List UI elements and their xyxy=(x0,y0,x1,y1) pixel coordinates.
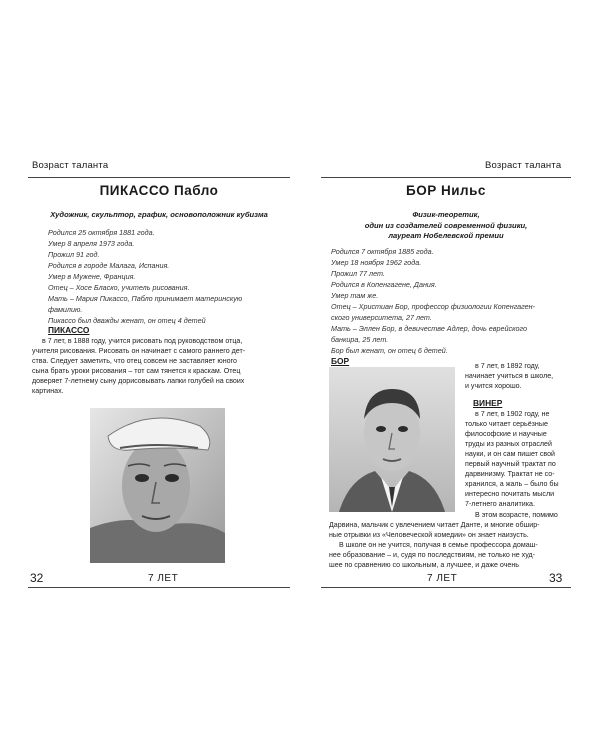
footer-rule xyxy=(321,587,571,588)
text-line: Дарвина, мальчик с увлечением читает Данте, и многие обшир- xyxy=(329,521,540,529)
bio-line: банкира, 25 лет. xyxy=(331,335,389,344)
text-line: В школе он не учится, получая в семье профессора домаш- xyxy=(339,541,538,549)
bio-line: Бор был женат, он отец 6 детей. xyxy=(331,346,448,355)
text-line: нее образование – и, судя по последствиям, не только не худ- xyxy=(329,551,536,559)
subtitle-line: лауреат Нобелевской премии xyxy=(388,231,504,240)
footer-label: 7 ЛЕТ xyxy=(148,573,179,584)
bio-line: Родился в Копенгагене, Дания. xyxy=(331,280,437,289)
running-head: Возраст таланта xyxy=(32,160,109,171)
section-heading-bor: БОР xyxy=(331,356,350,366)
footer-rule xyxy=(28,587,290,588)
text-line: ные отрывки из «Человеческой комедии» он знает наизусть. xyxy=(329,531,529,539)
bio-line: Родился 7 октября 1885 года. xyxy=(331,247,434,256)
header-rule xyxy=(321,177,571,178)
text-line: В этом возрасте, помимо xyxy=(475,511,558,519)
section-heading-wiener: ВИНЕР xyxy=(473,398,503,408)
bio-line: Умер 18 ноября 1962 года. xyxy=(331,258,422,267)
text-line: дарвинизму. Трактат не со- xyxy=(465,470,555,478)
subtitle-line: Физик-теоретик, xyxy=(412,210,480,219)
text-line: 7-летнего аналитика. xyxy=(465,500,535,508)
text-line: науки, и он сам пишет свой xyxy=(465,450,556,458)
text-line: шее по сравнению со школьным, а лучшее, и даже очень xyxy=(329,561,519,569)
bio-line: Родился в городе Малага, Испания. xyxy=(48,261,170,270)
bio-block xyxy=(48,227,242,326)
text-line: учителя рисования. Рисовать он начинает с самого раннего дет- xyxy=(32,347,246,355)
bio-line: ского университета, 27 лет. xyxy=(331,313,432,322)
text-line: в 7 лет, в 1892 году, xyxy=(475,362,540,370)
text-line: в 7 лет, в 1902 году, не xyxy=(475,410,550,418)
page-number: 33 xyxy=(549,571,563,585)
text-line: доверяет 7-летнему сыну дорисовывать лапки голубей на своих xyxy=(32,377,245,385)
page-title: ПИКАССО Пабло xyxy=(99,183,219,198)
text-line: сына брать уроки рисования – тот сам тянется к краскам. Отец xyxy=(32,367,241,375)
bio-line: Прожил 91 год. xyxy=(48,250,100,259)
text-line: картинах. xyxy=(32,387,64,395)
portrait-photo xyxy=(90,408,225,563)
right-page xyxy=(321,160,571,590)
portrait-illustration xyxy=(90,408,225,563)
text-line: в 7 лет, в 1888 году, учится рисовать под руководством отца, xyxy=(42,337,243,345)
portrait-photo xyxy=(329,367,455,512)
bio-line: Мать – Эллен Бор, в девичестве Адлер, дочь еврейского xyxy=(331,324,527,333)
bio-line: Прожил 77 лет. xyxy=(331,269,385,278)
bio-line: Умер 8 апреля 1973 года. xyxy=(48,239,135,248)
bor-text xyxy=(465,361,571,391)
bio-block xyxy=(331,246,535,356)
text-line: ства. Следует заметить, что отец совсем не заставляет юного xyxy=(32,357,237,365)
page-title: БОР Нильс xyxy=(406,183,486,198)
text-line: интересно почитать мысли xyxy=(465,490,555,498)
bio-line: Отец – Хосе Бласко, учитель рисования. xyxy=(48,283,190,292)
bio-line: Пикассо был дважды женат, он отец 4 детей xyxy=(48,316,206,325)
subtitle xyxy=(321,210,571,242)
running-head: Возраст таланта xyxy=(485,160,562,171)
bio-line: Родился 25 октября 1881 года. xyxy=(48,228,155,237)
page-number: 32 xyxy=(30,571,44,585)
left-page xyxy=(28,160,290,590)
section-heading: ПИКАССО xyxy=(48,325,90,335)
paragraph xyxy=(32,336,290,396)
text-line: начинает учиться в школе, xyxy=(465,372,554,380)
bio-line: фамилию. xyxy=(48,305,83,314)
bio-line: Умер в Мужене, Франция. xyxy=(48,272,136,281)
header-rule xyxy=(28,177,290,178)
bio-line: Отец – Христиан Бор, профессор физиологии Копенгаген- xyxy=(331,302,535,311)
portrait-illustration xyxy=(329,367,455,512)
bio-line: Умер там же. xyxy=(331,291,379,300)
subtitle: Художник, скульптор, график, основоположник кубизма xyxy=(50,210,268,219)
text-line: первый научный трактат по xyxy=(465,460,556,468)
subtitle-line: один из создателей современной физики, xyxy=(364,220,528,230)
text-line: только читает серьёзные xyxy=(465,420,548,428)
footer-label: 7 ЛЕТ xyxy=(427,573,458,584)
text-line: философские и научные xyxy=(465,430,547,438)
text-line: хранился, а жаль – было бы xyxy=(465,480,559,488)
text-line: и учится хорошо. xyxy=(465,382,522,390)
bio-line: Мать – Мария Пикассо, Пабло принимает материнскую xyxy=(48,294,243,303)
wiener-text xyxy=(465,409,571,509)
text-line: труды из разных отраслей xyxy=(465,440,552,448)
paragraph xyxy=(329,510,571,570)
